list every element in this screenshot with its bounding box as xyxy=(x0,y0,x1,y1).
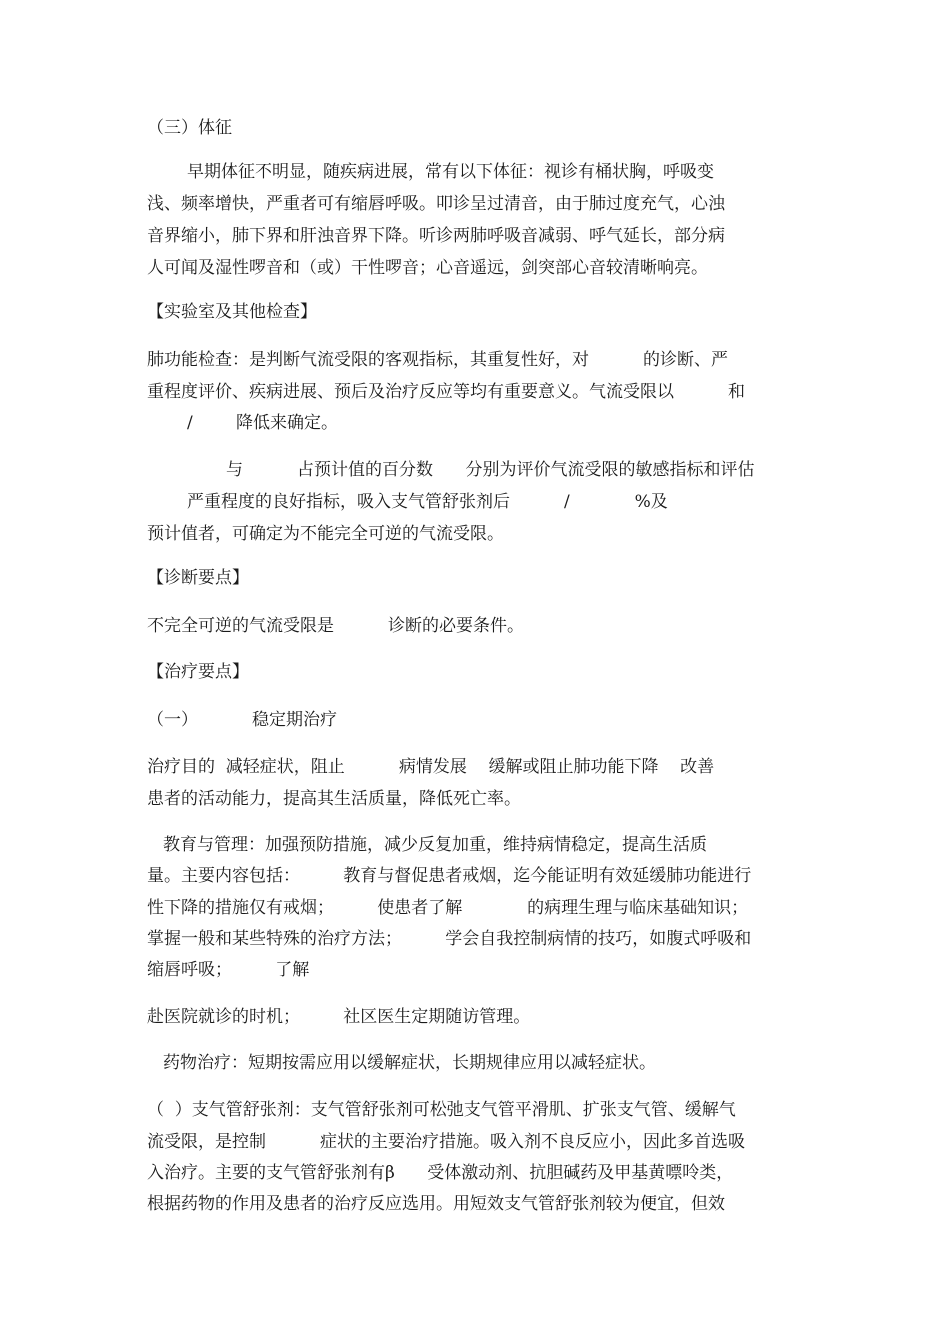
paragraph-line: （ ）支气管舒张剂：支气管舒张剂可松弛支气管平滑肌、扩张支气管、缓解气 xyxy=(147,1100,736,1120)
paragraph-line: 性下降的措施仅有戒烟； 使患者了解 的病理生理与临床基础知识； xyxy=(147,898,749,918)
paragraph-line: 人可闻及湿性啰音和（或）干性啰音；心音遥远，剑突部心音较清晰响亮。 xyxy=(147,258,708,278)
paragraph-line: 早期体征不明显，随疾病进展，常有以下体征：视诊有桶状胸，呼吸变 xyxy=(187,162,714,182)
section-heading: （三）体征 xyxy=(147,118,232,138)
paragraph-line: 重程度评价、疾病进展、预后及治疗反应等均有重要意义。气流受限以 和 xyxy=(147,382,746,402)
paragraph-line: 根据药物的作用及患者的治疗反应选用。用短效支气管舒张剂较为便宜，但效 xyxy=(147,1194,725,1214)
paragraph-line: 缩唇呼吸； 了解 xyxy=(147,960,310,980)
section-heading: 【治疗要点】 xyxy=(147,662,249,682)
section-heading: 【实验室及其他检查】 xyxy=(147,302,317,322)
paragraph-line: 与 占预计值的百分数 分别为评价气流受限的敏感指标和评估 xyxy=(226,460,755,480)
subsection-heading: （一） 稳定期治疗 xyxy=(147,710,338,730)
paragraph-line: 不完全可逆的气流受限是 诊断的必要条件。 xyxy=(147,616,525,636)
paragraph-line: 音界缩小，肺下界和肝浊音界下降。听诊两肺呼吸音减弱、呼气延长，部分病 xyxy=(147,226,725,246)
paragraph-line: 量。主要内容包括： 教育与督促患者戒烟，迄今能证明有效延缓肺功能进行 xyxy=(147,866,752,886)
section-heading: 【诊断要点】 xyxy=(147,568,249,588)
paragraph-line: 入治疗。主要的支气管舒张剂有β 受体激动剂、抗胆碱药及甲基黄嘌呤类， xyxy=(147,1163,734,1183)
paragraph-line: 流受限，是控制 症状的主要治疗措施。吸入剂不良反应小，因此多首选吸 xyxy=(147,1132,746,1152)
paragraph-line: / 降低来确定。 xyxy=(187,413,338,433)
paragraph-line: 药物治疗：短期按需应用以缓解症状，长期规律应用以减轻症状。 xyxy=(163,1053,656,1073)
paragraph-line: 严重程度的良好指标，吸入支气管舒张剂后 / %及 xyxy=(187,492,668,512)
paragraph-line: 赴医院就诊的时机； 社区医生定期随访管理。 xyxy=(147,1007,531,1027)
paragraph-line: 肺功能检查：是判断气流受限的客观指标，其重复性好，对 的诊断、严 xyxy=(147,350,729,370)
paragraph-line: 治疗目的 减轻症状，阻止 病情发展 缓解或阻止肺功能下降 改善 xyxy=(147,757,715,777)
paragraph-line: 教育与管理：加强预防措施，减少反复加重，维持病情稳定，提高生活质 xyxy=(163,835,707,855)
paragraph-line: 浅、频率增快，严重者可有缩唇呼吸。叩诊呈过清音，由于肺过度充气，心浊 xyxy=(147,194,725,214)
paragraph-line: 预计值者，可确定为不能完全可逆的气流受限。 xyxy=(147,524,504,544)
paragraph-line: 掌握一般和某些特殊的治疗方法； 学会自我控制病情的技巧，如腹式呼吸和 xyxy=(147,929,752,949)
paragraph-line: 患者的活动能力，提高其生活质量，降低死亡率。 xyxy=(147,789,521,809)
